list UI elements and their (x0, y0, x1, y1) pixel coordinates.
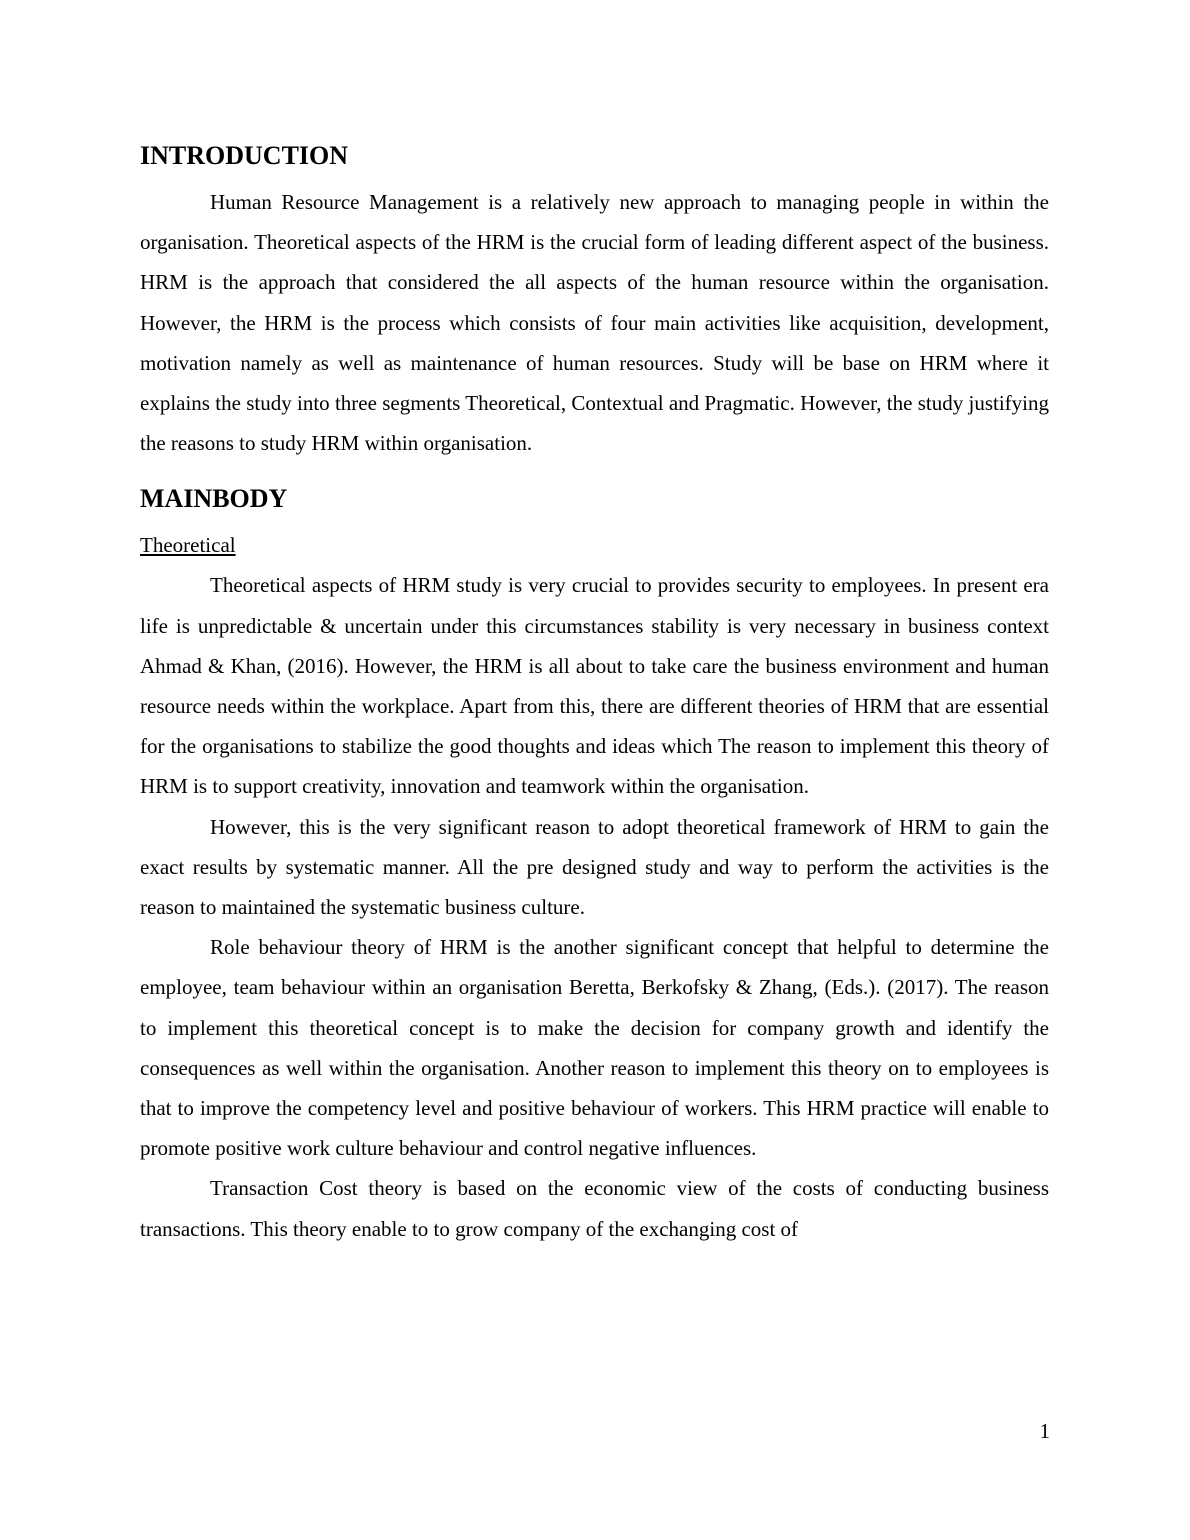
mainbody-paragraph-2: However, this is the very significant reason to adopt theoretical framework of HRM to gain the exact results by systematic manner. All the pre designed study and way to perform the activities is the reason to maintained the systematic business culture. (140, 814, 1049, 920)
introduction-paragraph: Human Resource Management is a relatively new approach to managing people in within the organisation. Theoretical aspects of the HRM is the crucial form of leading different aspect of the business. HRM is the approach that considered the all aspects of the human resource within the organisation. However, the HRM is the process which consists of four main activities like acquisition, development, motivation namely as well as maintenance of human resources. Study will be base on HRM where it explains the study into three segments Theoretical, Contextual and Pragmatic. However, the study justifying the reasons to study HRM within organisation. (140, 190, 1049, 456)
page-number: 1 (1039, 1419, 1050, 1443)
mainbody-paragraph-3: Role behaviour theory of HRM is the another significant concept that helpful to determine the employee, team behaviour within an organisation Beretta, Berkofsky & Zhang, (Eds.). (2017). The reason to implement this theoretical concept is to make the decision for company growth and identify the consequences as well within the organisation. Another reason to implement this theory on to employees is that to improve the competency level and positive behaviour of workers. This HRM practice will enable to promote positive work culture behaviour and control negative influences. (140, 935, 1049, 1161)
page-content (140, 140, 1049, 1249)
introduction-heading: INTRODUCTION (140, 141, 349, 170)
mainbody-paragraph-1: Theoretical aspects of HRM study is very crucial to provides security to employees. In present era life is unpredictable & uncertain under this circumstances stability is very necessary in business context Ahmad & Khan, (2016). However, the HRM is all about to take care the business environment and human resource needs within the workplace. Apart from this, there are different theories of HRM that are essential for the organisations to stabilize the good thoughts and ideas which The reason to implement this theory of HRM is to support creativity, innovation and teamwork within the organisation. (140, 573, 1049, 799)
mainbody-heading: MAINBODY (140, 484, 288, 514)
theoretical-subheading: Theoretical (140, 533, 236, 558)
mainbody-paragraph-4: Transaction Cost theory is based on the economic view of the costs of conducting business transactions. This theory enable to to grow company of the exchanging cost of (140, 1176, 1049, 1241)
